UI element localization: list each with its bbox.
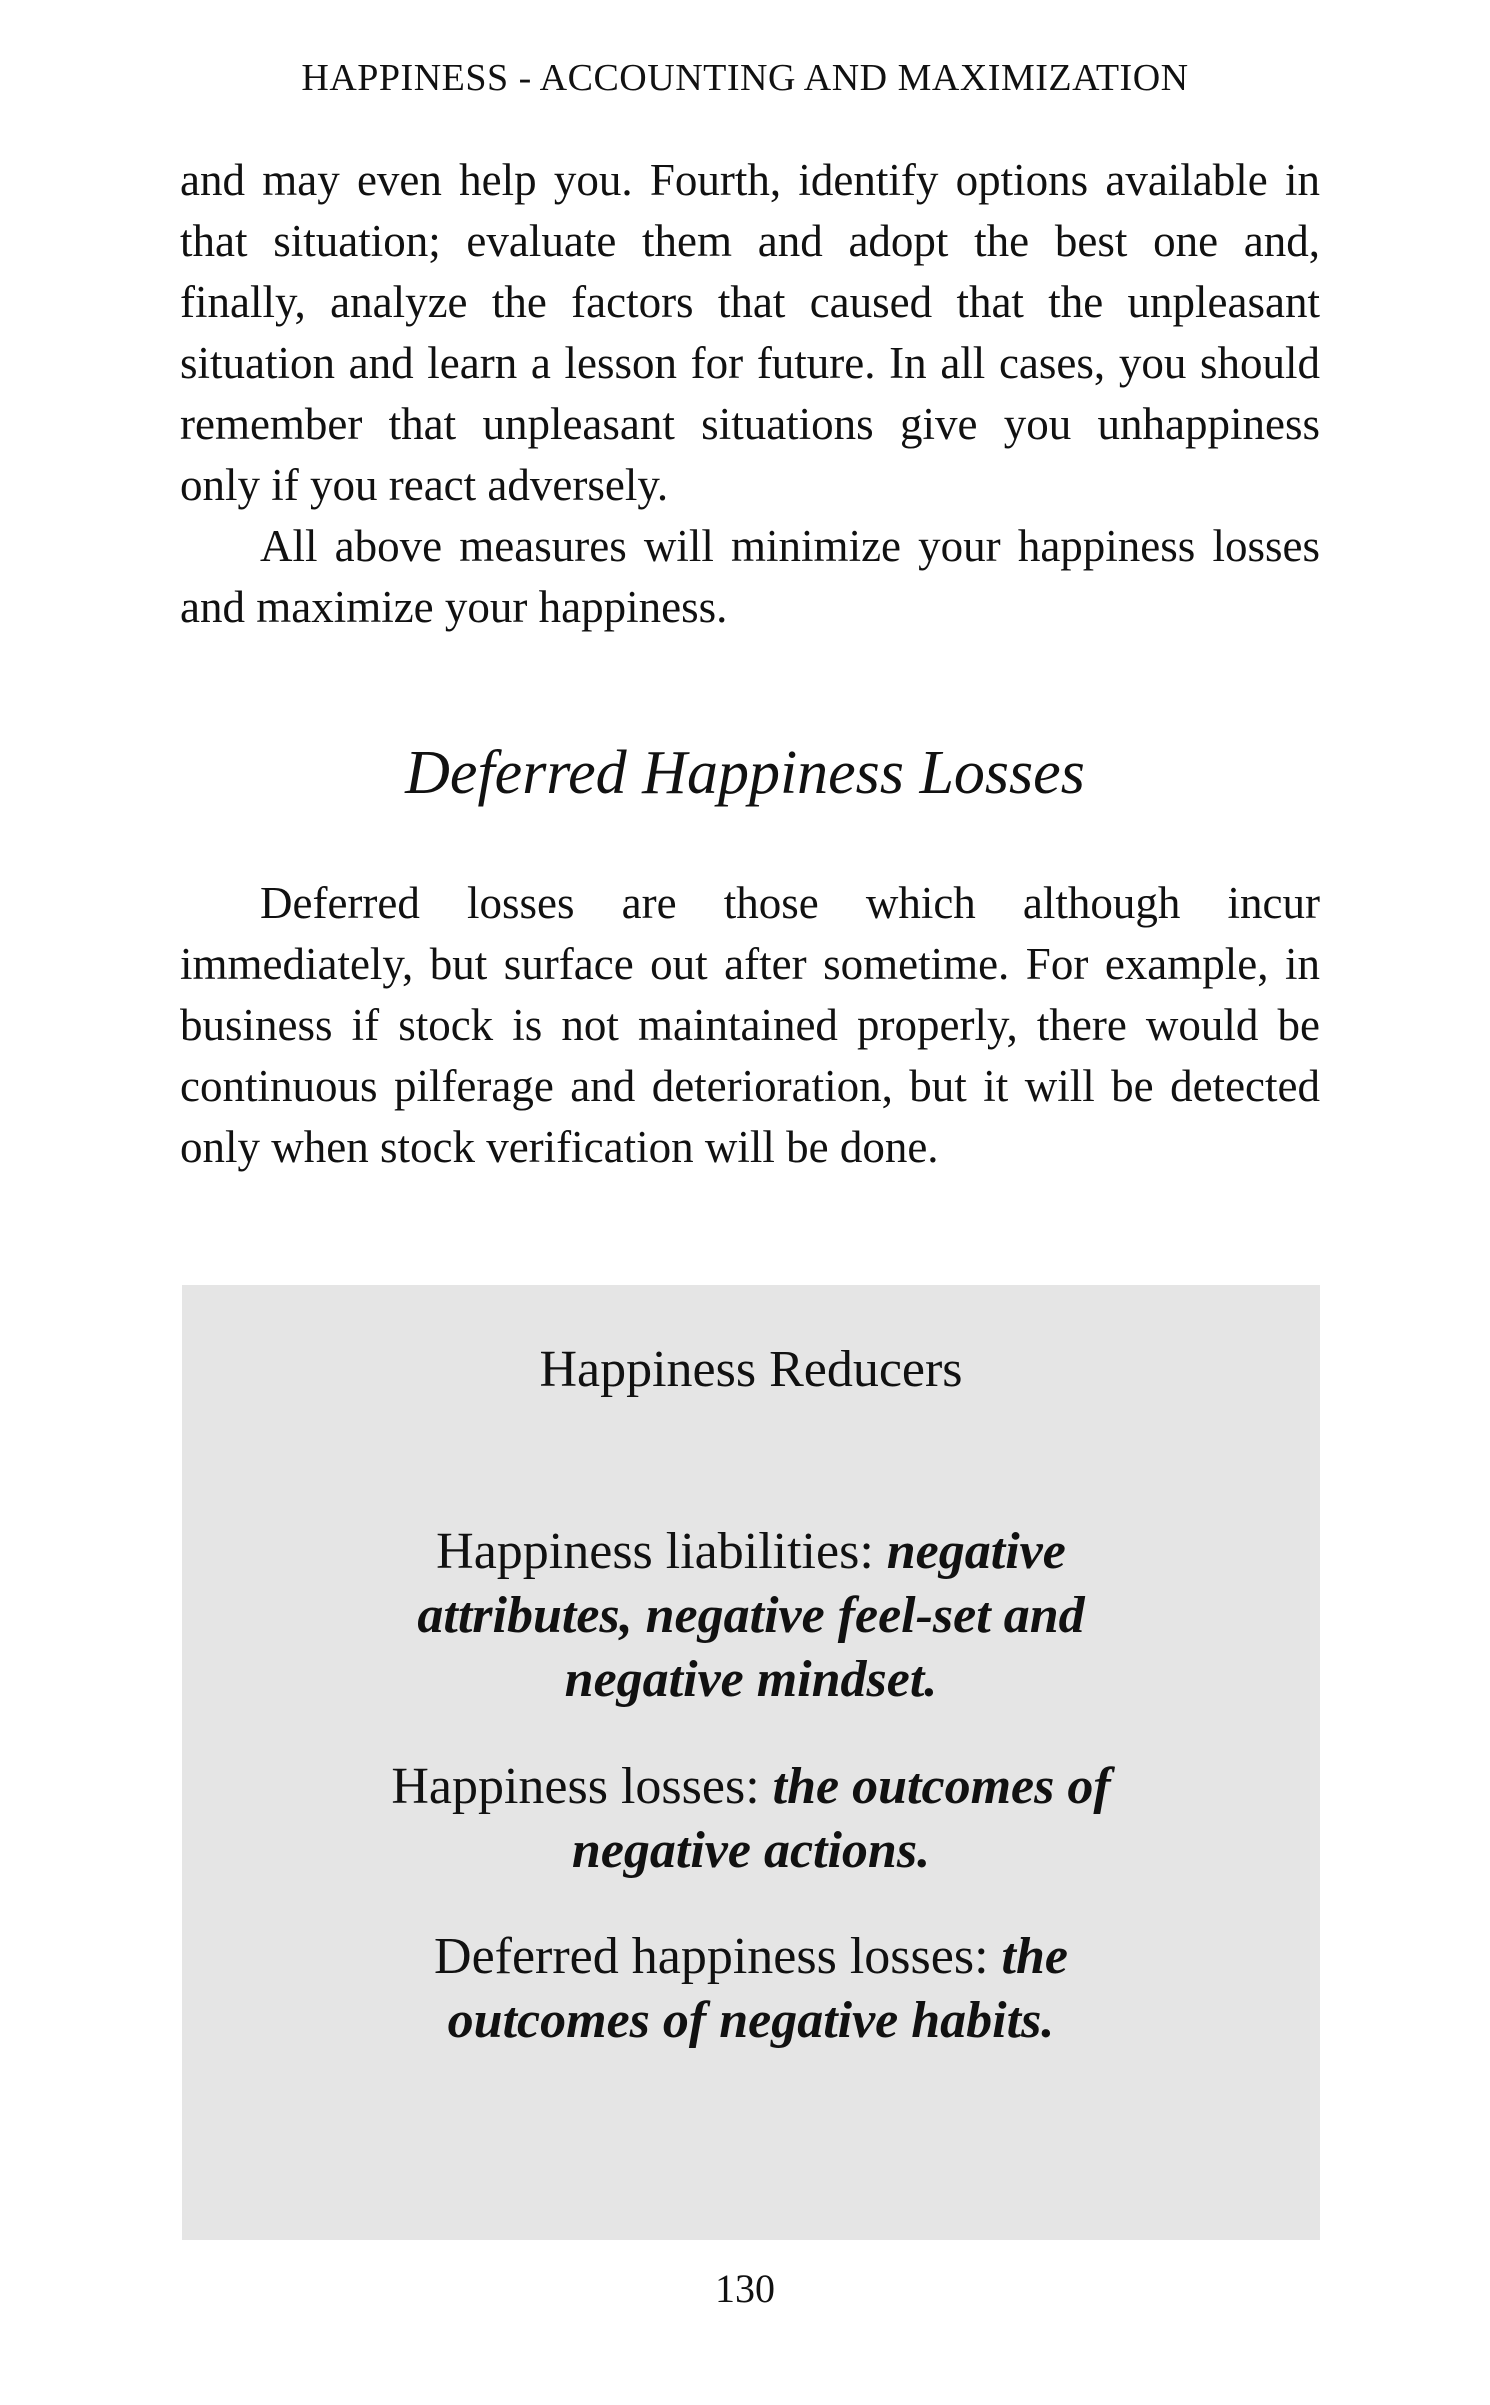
callout-box (182, 1285, 1320, 2240)
section-heading: Deferred Happiness Losses (405, 739, 1085, 807)
section-body (180, 873, 1320, 1178)
callout-definition: the outcomes of negative actions. (571, 1758, 1111, 1879)
callout-item (182, 1755, 1320, 1883)
body-text-top (180, 150, 1320, 638)
callout-definition: the outcomes of negative habits. (447, 1928, 1068, 2049)
running-head: HAPPINESS - ACCOUNTING AND MAXIMIZATION (301, 57, 1189, 99)
paragraph: Deferred losses are those which although incur immediately, but surface out after sometime. For example, in business if stock is not maintained properly, there would be continuous pilferage and deterioration, but it will be detected only when stock verification will be done. (180, 878, 1320, 1172)
paragraph: and may even help you. Fourth, identify options available in that situation; evaluate them and adopt the best one and, finally, analyze the factors that caused that the unpleasant situation and learn a lesson for future. In all cases, you should remember that unpleasant situations give you unhappiness only if you react adversely. (180, 155, 1320, 510)
callout-term: Happiness losses: (391, 1758, 773, 1815)
callout-item (182, 1925, 1320, 2053)
callout-term: Deferred happiness losses: (434, 1928, 1002, 1985)
paragraph: All above measures will minimize your happiness losses and maximize your happiness. (180, 521, 1320, 632)
callout-item (182, 1520, 1320, 1712)
page-number: 130 (715, 2266, 775, 2311)
callout-term: Happiness liabilities: (436, 1523, 887, 1580)
callout-definition: negative attributes, negative feel-set and negative mindset. (417, 1523, 1085, 1708)
callout-title: Happiness Reducers (539, 1341, 963, 1398)
